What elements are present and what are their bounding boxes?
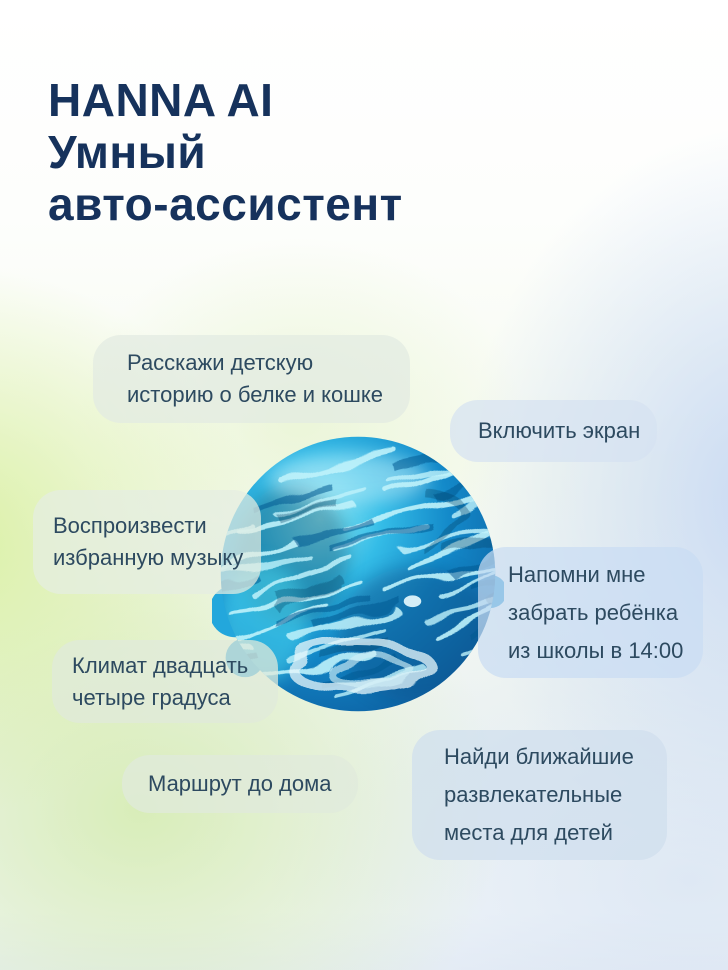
bubble-line: развлекательные [444, 782, 623, 807]
bubble-line: Включить экран [478, 418, 641, 443]
voice-command-bubble-play-music [33, 490, 261, 594]
bubble-line: Найди ближайшие [444, 744, 634, 769]
bubble-line: четыре градуса [72, 684, 231, 710]
page-title [48, 74, 403, 230]
bubble-line: историю о белке и кошке [127, 382, 384, 407]
voice-command-bubble-set-climate [52, 640, 278, 723]
brand-title: HANNA AI [48, 74, 274, 126]
bubble-line: Напомни мне [508, 561, 646, 587]
voice-command-bubble-route-home [122, 755, 358, 813]
voice-command-bubble-find-places [412, 730, 667, 860]
subtitle-line-2: авто-ассистент [48, 178, 403, 230]
bubble-line: Маршрут до дома [148, 771, 332, 796]
bubble-line: места для детей [444, 820, 613, 845]
bubble-line: из школы в 14:00 [508, 637, 684, 663]
voice-command-bubble-tell-story [93, 335, 410, 423]
bubble-line: Климат двадцать [72, 652, 249, 678]
subtitle-line-1: Умный [48, 126, 207, 178]
voice-command-bubble-turn-on-screen [450, 400, 657, 462]
bubble-line: забрать ребёнка [508, 599, 679, 625]
voice-command-bubble-remind-pickup [478, 547, 703, 678]
bubble-line: Расскажи детскую [127, 350, 314, 375]
bubble-line: Воспроизвести [53, 513, 207, 538]
bubble-line: избранную музыку [53, 545, 244, 570]
